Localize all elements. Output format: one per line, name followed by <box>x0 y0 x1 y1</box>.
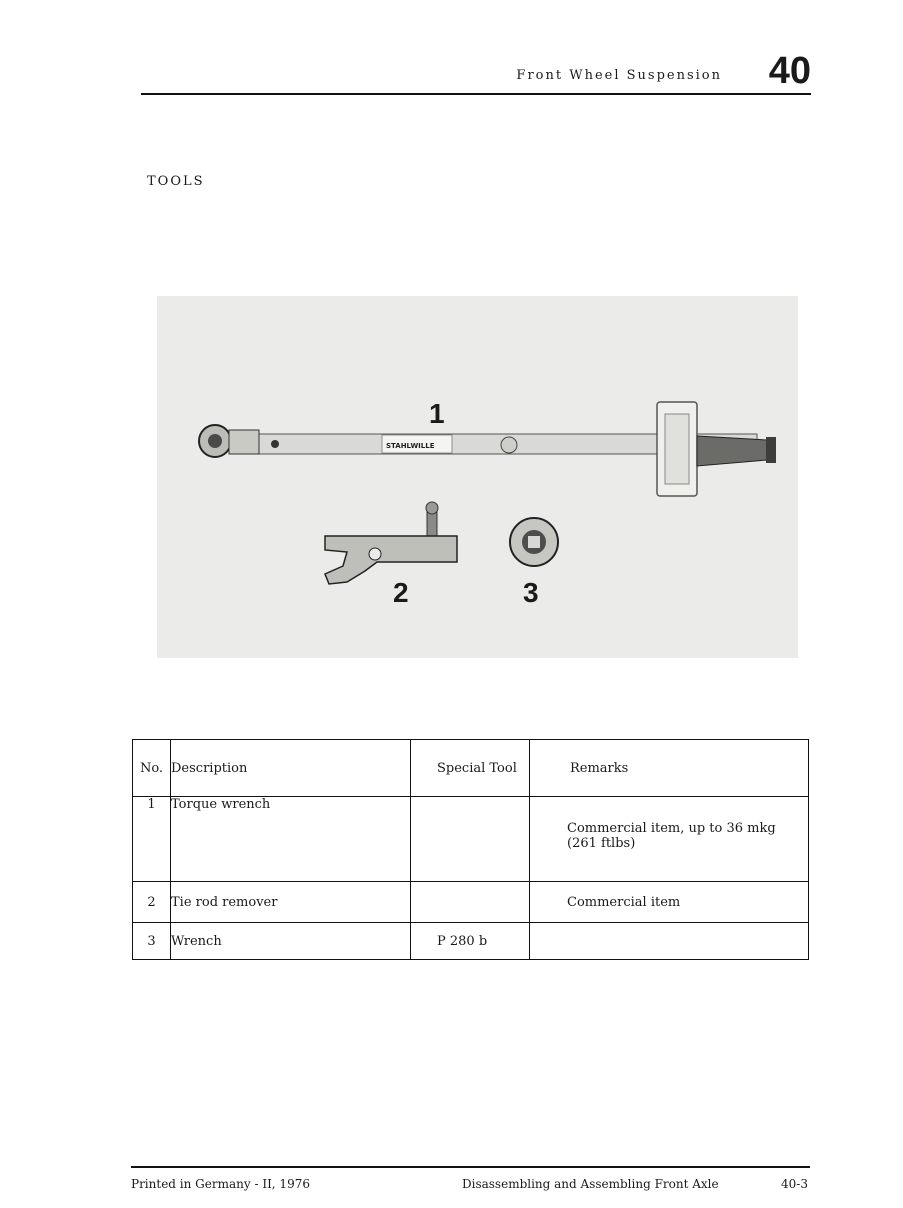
brand-text: STAHLWILLE <box>386 442 435 450</box>
footer-printed: Printed in Germany - II, 1976 <box>131 1177 310 1191</box>
col-header-description: Description <box>171 740 411 797</box>
remarks-line-2: (261 ftlbs) <box>567 836 636 851</box>
callout-3: 3 <box>523 577 539 608</box>
row-special-tool <box>411 882 530 923</box>
footer-rule <box>131 1166 810 1168</box>
section-title: TOOLS <box>147 174 205 189</box>
row-remarks <box>530 797 809 882</box>
remarks-line-1: Commercial item, up to 36 mkg <box>567 821 776 836</box>
table-header-row <box>133 740 809 797</box>
row-remarks <box>530 923 809 960</box>
tools-table <box>132 739 809 960</box>
tools-photo <box>157 296 798 658</box>
row-description: Torque wrench <box>171 797 411 882</box>
row-no: 3 <box>133 923 171 960</box>
row-special-tool <box>411 797 530 882</box>
header-rule <box>141 93 811 95</box>
table-row <box>133 882 809 923</box>
row-no: 1 <box>133 797 171 882</box>
col-header-remarks: Remarks <box>530 740 809 797</box>
header-title: Front Wheel Suspension <box>516 68 722 83</box>
row-description: Tie rod remover <box>171 882 411 923</box>
col-header-special-tool: Special Tool <box>411 740 530 797</box>
table-row <box>133 797 809 882</box>
row-no: 2 <box>133 882 171 923</box>
col-header-no: No. <box>133 740 171 797</box>
row-special-tool: P 280 b <box>411 923 530 960</box>
footer-chapter: Disassembling and Assembling Front Axle <box>462 1177 719 1191</box>
table-row <box>133 923 809 960</box>
row-description: Wrench <box>171 923 411 960</box>
row-remarks: Commercial item <box>530 882 809 923</box>
wrench-socket <box>510 518 558 566</box>
tools-illustration <box>157 296 798 658</box>
section-number: 40 <box>768 50 811 92</box>
tie-rod-remover <box>325 502 457 584</box>
torque-wrench <box>199 402 776 496</box>
callout-1: 1 <box>429 398 445 429</box>
callout-2: 2 <box>393 577 409 608</box>
footer-page-number: 40-3 <box>781 1177 808 1191</box>
